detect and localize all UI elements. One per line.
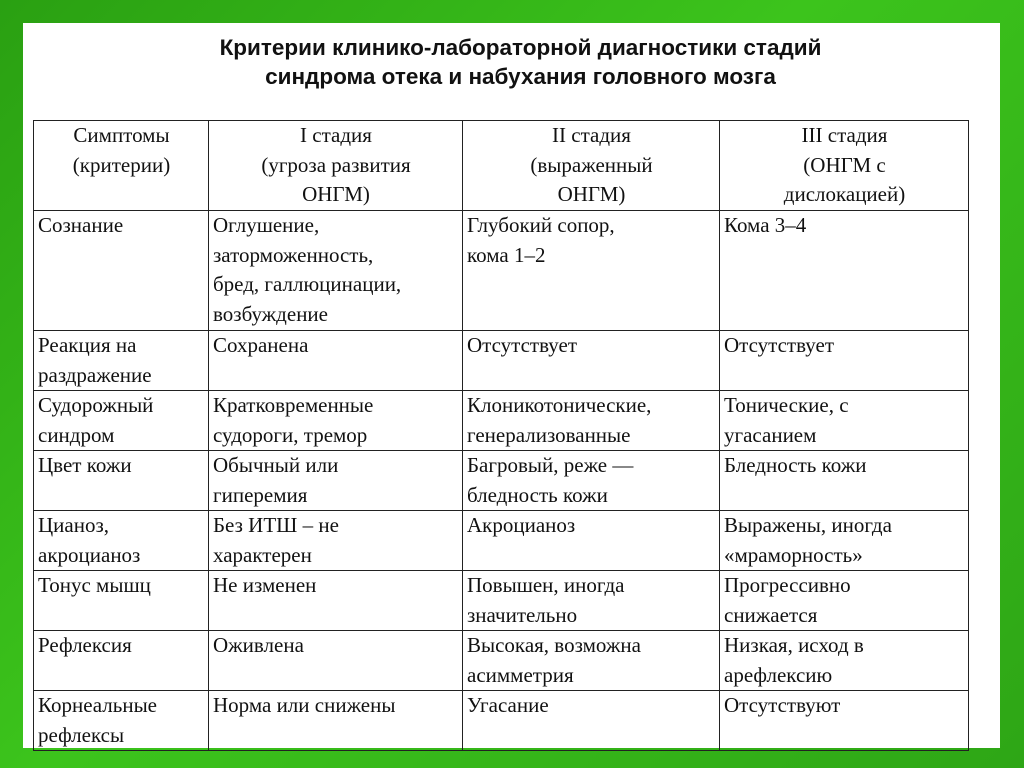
table-cell: Обычный или гиперемия — [209, 451, 463, 511]
title-line-2: синдрома отека и набухания головного мозга — [265, 64, 776, 89]
table-row — [34, 331, 969, 391]
table-cell: Кома 3–4 — [720, 211, 969, 331]
table-row — [34, 451, 969, 511]
table-row — [34, 691, 969, 751]
row-label: Тонус мышц — [34, 571, 209, 631]
row-label: Цианоз, акроцианоз — [34, 511, 209, 571]
table-cell: Не изменен — [209, 571, 463, 631]
row-label: Корнеальные рефлексы — [34, 691, 209, 751]
header-cell-stage-2: II стадия (выраженный ОНГМ) — [463, 121, 720, 211]
table-cell: Оглушение, заторможенность, бред, галлюцинации, возбуждение — [209, 211, 463, 331]
table-cell: Сохранена — [209, 331, 463, 391]
table-row — [34, 631, 969, 691]
table-cell: Высокая, возможна асимметрия — [463, 631, 720, 691]
table-row — [34, 571, 969, 631]
table-cell: Клоникотонические, генерализованные — [463, 391, 720, 451]
table-cell: Глубокий сопор, кома 1–2 — [463, 211, 720, 331]
row-label: Реакция на раздражение — [34, 331, 209, 391]
table-cell: Тонические, с угасанием — [720, 391, 969, 451]
slide-title — [23, 33, 1000, 91]
header-cell-stage-3: III стадия (ОНГМ с дислокацией) — [720, 121, 969, 211]
criteria-table — [33, 120, 969, 751]
table-cell: Оживлена — [209, 631, 463, 691]
table-cell: Акроцианоз — [463, 511, 720, 571]
row-label: Рефлексия — [34, 631, 209, 691]
table-cell: Отсутствует — [463, 331, 720, 391]
table-row — [34, 391, 969, 451]
table-row — [34, 211, 969, 331]
table-cell: Без ИТШ – не характерен — [209, 511, 463, 571]
header-row — [34, 121, 969, 211]
row-label: Сознание — [34, 211, 209, 331]
table-cell: Низкая, исход в арефлексию — [720, 631, 969, 691]
table-cell: Бледность кожи — [720, 451, 969, 511]
row-label: Цвет кожи — [34, 451, 209, 511]
table-cell: Отсутствует — [720, 331, 969, 391]
table-cell: Кратковременные судороги, тремор — [209, 391, 463, 451]
title-line-1: Критерии клинико-лабораторной диагностики стадий — [219, 35, 822, 60]
table-cell: Норма или снижены — [209, 691, 463, 751]
table-cell: Выражены, иногда «мраморность» — [720, 511, 969, 571]
table-cell: Угасание — [463, 691, 720, 751]
table-row — [34, 511, 969, 571]
header-cell-symptoms: Симптомы (критерии) — [34, 121, 209, 211]
table-cell: Повышен, иногда значительно — [463, 571, 720, 631]
table-cell: Отсутствуют — [720, 691, 969, 751]
table-cell: Прогрессивно снижается — [720, 571, 969, 631]
slide-sheet — [23, 23, 1000, 748]
table-cell: Багровый, реже — бледность кожи — [463, 451, 720, 511]
header-cell-stage-1: I стадия (угроза развития ОНГМ) — [209, 121, 463, 211]
row-label: Судорожный синдром — [34, 391, 209, 451]
